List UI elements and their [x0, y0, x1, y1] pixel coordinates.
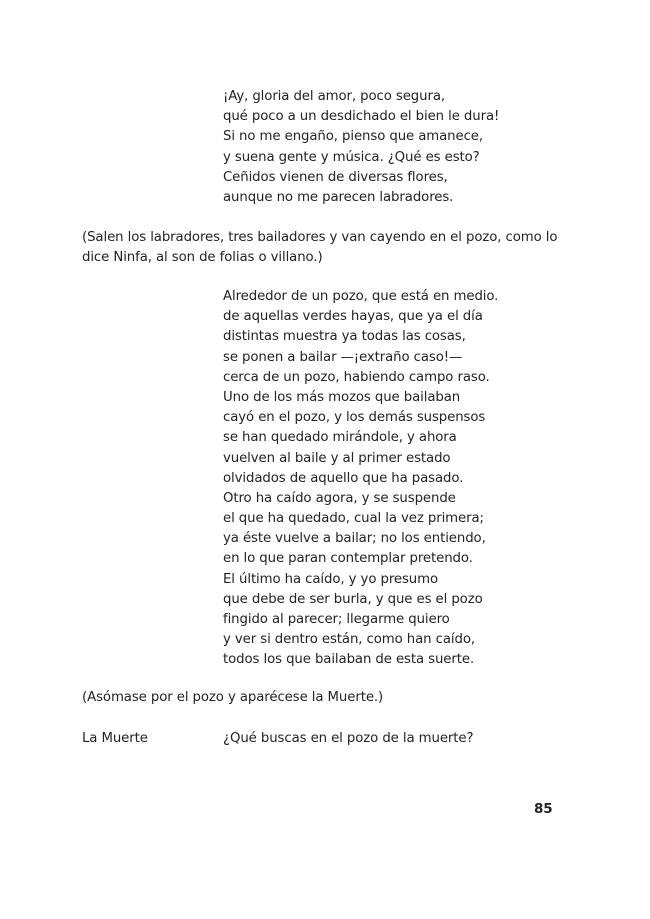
verse-line: Ceñidos vienen de diversas flores,: [223, 169, 448, 185]
page-number: 85: [534, 801, 553, 817]
verse-line: ¡Ay, gloria del amor, poco segura,: [223, 89, 446, 104]
verse-stanza-2: [223, 287, 498, 671]
verse-line: cerca de un pozo, habiendo campo raso.: [223, 369, 490, 385]
verse-line: se han quedado mirándole, y ahora: [223, 430, 457, 446]
verse-line: Si no me engaño, pienso que amanece,: [223, 129, 484, 145]
verse-line: todos los que bailaban de esta suerte.: [223, 652, 475, 668]
verse-line: cayó en el pozo, y los demás suspensos: [223, 410, 486, 426]
verse-line: de aquellas verdes hayas, que ya el día: [223, 309, 483, 325]
speech-text: ¿Qué buscas en el pozo de la muerte?: [223, 731, 474, 746]
verse-line: Alrededor de un pozo, que está en medio.: [223, 289, 499, 304]
verse-line: vuelven al baile y al primer estado: [223, 450, 451, 466]
verse-line: Otro ha caído agora, y se suspende: [223, 490, 456, 506]
verse-line: y suena gente y música. ¿Qué es esto?: [223, 149, 480, 165]
verse-line: fingido al parecer; llegarme quiero: [223, 612, 450, 627]
verse-line: que debe de ser burla, y que es el pozo: [223, 591, 483, 607]
stage-direction-2: (Asómase por el pozo y aparécese la Muerte.): [82, 690, 384, 705]
verse-line: en lo que paran contemplar pretendo.: [223, 551, 473, 567]
verse-line: se ponen a bailar —¡extraño caso!—: [223, 349, 463, 365]
verse-line: El último ha caído, y yo presumo: [223, 571, 439, 587]
verse-line: ya éste vuelve a bailar; no los entiendo,: [223, 531, 486, 547]
verse-line: aunque no me parecen labradores.: [223, 189, 454, 205]
verse-line: Uno de los más mozos que bailaban: [223, 389, 461, 405]
verse-line: distintas muestra ya todas las cosas,: [223, 329, 466, 345]
stage-direction-1: (Salen los labradores, tres bailadores y van cayendo en el pozo, como lo dice Ninfa, al son de folias o villano.): [82, 230, 558, 266]
verse-line: el que ha quedado, cual la vez primera;: [223, 511, 484, 527]
verse-line: olvidados de aquello que ha pasado.: [223, 470, 464, 486]
verse-line: y ver si dentro están, como han caído,: [223, 632, 475, 648]
speaker-name: La Muerte: [82, 731, 148, 746]
verse-line: qué poco a un desdichado el bien le dura!: [223, 109, 500, 125]
verse-stanza-1: [223, 87, 499, 208]
